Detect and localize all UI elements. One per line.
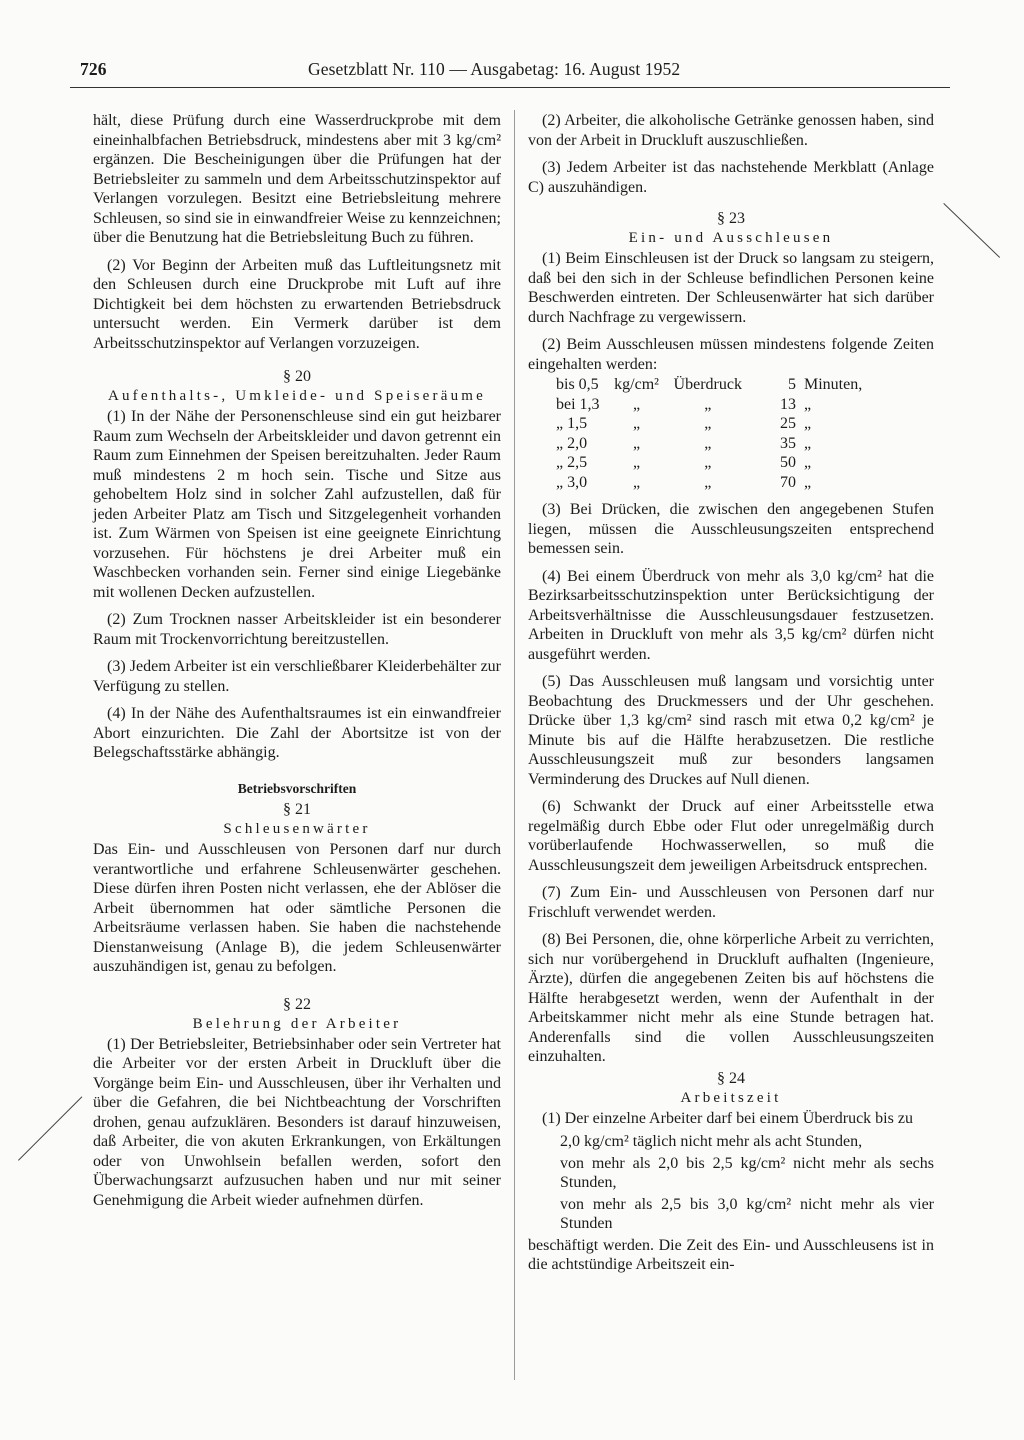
decompression-times-table [552,375,866,492]
paragraph: (1) Der einzelne Arbeiter darf bei einem Überdruck bis zu [542,1109,913,1127]
section-number: § 22 [283,995,311,1013]
paragraph: Das Ein- und Ausschleusen von Personen darf nur durch verantwortliche und erfahrene Schleusenwärter geschehen. Diese dürfen ihren Posten nicht verlassen, ehe der Ablöser die Arbeit übernommen hat oder sämtliche Personen die Arbeitsräume verlassen haben. Sie haben die nachstehende Dienstanweisung (Anlage B), die jedem Schleusenwärter auszuhändigen ist, genau zu befolgen. [93,841,501,975]
section-title: Arbeitszeit [680,1089,782,1106]
table-cell: 50 [779,454,796,471]
table-cell: „ [803,454,812,471]
table-cell: „ [632,415,641,432]
paragraph: (1) Der Betriebsleiter, Betriebsinhaber oder sein Vertreter hat die Arbeiter vor der ersten Arbeit in Druckluft über die Vorgänge beim Ein- und Ausschleusen, über ihr Verhalten und über die Gefahren, die bei Nichtbeachtung der Vorschriften drohen, genau aufzuklären. Besonders ist darauf hinzuweisen, daß Arbeiter, die von akuten Erkrankungen, von Erkältungen oder von Unwohlsein befallen werden, sofort den Überwachungsarzt aufzusuchen haben und nur mit seiner Genehmigung die Arbeit wieder aufnehmen dürfen. [93,1035,501,1209]
table-cell: „ [632,454,641,471]
table-cell: „ [803,473,812,491]
left-column [93,111,501,1218]
table-cell: „ [632,434,641,452]
section-title: Aufenthalts-, Umkleide- und Speiseräume [107,388,487,404]
paragraph: (7) Zum Ein- und Ausschleusen von Personen darf nur Frischluft verwendet werden. [528,884,934,921]
table-cell: Überdruck [673,376,742,393]
paragraph: (2) Vor Beginn der Arbeiten muß das Luftleitungsnetz mit den Schleusen durch eine Druckprobe mit Luft auf ihre Dichtigkeit bei dem höchsten zu erwartenden Betriebsdruck untersucht werden. Ein Vermerk darüber ist dem Arbeitsschutzinspektor auf Verlangen vorzuzeigen. [93,256,501,352]
list-item: von mehr als 2,5 bis 3,0 kg/cm² nicht mehr als vier Stunden [560,1195,934,1232]
table-cell: „ [704,395,712,413]
table-cell: „ [704,434,712,452]
table-cell: „ [803,415,812,432]
section-number: § 20 [283,368,311,385]
table-row [552,453,866,473]
header-rule [70,87,950,88]
section-number: § 24 [717,1069,745,1087]
paragraph: (4) Bei einem Überdruck von mehr als 3,0 kg/cm² hat die Bezirksarbeitsschutzinspektion unter Berücksichtigung der Arbeitsverhältnisse die Ausschleusungsdauer festzusetzen. Arbeiten in Druckluft von mehr als 3,5 kg/cm² dürfen nicht ausgeführt werden. [528,567,934,663]
section-title: Belehrung der Arbeiter [192,1015,402,1032]
table-cell: 35 [779,434,796,452]
table-cell: Minuten, [803,376,863,393]
paragraph: (1) In der Nähe der Personenschleuse sind ein gut heizbarer Raum zum Wechseln der Arbeitskleider und davon getrennt ein Raum zum Einnehmen der Speisen bereitzuhalten. Jeder Raum muß mindestens 2 m hoch sein. Tische und Sitze aus gehobeltem Holz sind in solcher Zahl aufzustellen, daß für jeden Arbeiter Platz am Tisch und Sitzgelegenheit vorhanden ist. Zum Wärmen von Speisen ist eine geeignete Einrichtung vorzusehen. Für höchstens je drei Arbeiter muß ein Waschbecken vorhanden sein. Ferner sind einige Liegebänke mit wollenen Decken aufzustellen. [93,408,501,601]
section-number: § 23 [717,210,745,227]
section-title: Ein- und Ausschleusen [628,230,834,246]
section-title: Schleusenwärter [223,821,371,837]
table-cell: 25 [779,415,796,432]
paragraph: (3) Jedem Arbeiter ist ein verschließbarer Kleiderbehälter zur Verfügung zu stellen. [93,658,501,695]
table-row [552,375,866,395]
paragraph: (3) Bei Drücken, die zwischen den angegebenen Stufen liegen, müssen die Ausschleusungszeiten entsprechend bemessen sein. [528,501,934,557]
paragraph: (2) Beim Ausschleusen müssen mindestens folgende Zeiten eingehalten werden: [528,336,934,373]
table-cell: „ 1,5 [556,415,588,432]
column-divider [514,110,515,1380]
table-cell: 5 [787,376,796,393]
paragraph: (2) Arbeiter, die alkoholische Getränke genossen haben, sind von der Arbeit in Druckluft auszuschließen. [528,112,934,149]
table-cell: bis 0,5 [556,376,599,393]
paragraph: (2) Zum Trocknen nasser Arbeitskleider ist ein besonderer Raum mit Trockenvorrichtung bereitzustellen. [93,611,501,648]
table-cell: „ [632,395,641,413]
page-header [70,57,950,85]
paragraph: (8) Bei Personen, die, ohne körperliche Arbeit zu verrichten, sich nur vorübergehend in Druckluft aufhalten (Ingenieure, Ärzte), dürfen die angegebenen Zeiten bis auf höchstens die Hälfte herabgesetzt werden, wenn der Aufenthalt in der Arbeitskammer nicht mehr als eine Stunde betragen hat. Anderenfalls sind die vollen Ausschleusungszeiten einzuhalten. [528,931,934,1065]
paragraph: (4) In der Nähe des Aufenthaltsraumes ist ein einwandfreier Abort einzurichten. Die Zahl der Abortsitze ist von der Belegschaftsstärke abhängig. [93,705,501,761]
table-cell: „ [803,434,812,452]
right-column [528,111,934,1283]
table-cell: „ 2,0 [556,434,588,452]
page-number: 726 [80,59,107,79]
table-row [552,434,866,454]
paragraph: (1) Beim Einschleusen ist der Druck so langsam zu steigern, daß bei den sich in der Schleuse befindlichen Personen keine Beschwerden eintreten. Der Schleusenwärter hat sich darüber durch Nachfrage zu vergewissern. [528,250,934,326]
table-cell: „ 2,5 [556,454,588,471]
table-cell: 70 [779,473,796,491]
paragraph: beschäftigt werden. Die Zeit des Ein- und Ausschleusens ist in die achtstündige Arbeitszeit ein- [528,1236,934,1273]
paragraph: hält, diese Prüfung durch eine Wasserdruckprobe mit dem eineinhalbfachen Betriebsdruck, mindestens aber mit 3 kg/cm² ergänzen. Die Bescheinigungen über die Prüfungen hat der Betriebsleiter zu sammeln und dem Arbeitsschutzinspektor auf Verlangen vorzulegen. Besitzt eine Betriebsleitung mehrere Schleusen, so sind sie in einwandfreier Weise zu kennzeichnen; über die Benutzung hat die Betriebsleitung Buch zu führen. [93,112,501,246]
table-cell: „ [704,454,712,471]
list-item: von mehr als 2,0 bis 2,5 kg/cm² nicht mehr als sechs Stunden, [560,1154,934,1191]
table-row [552,395,866,415]
table-cell: bei 1,3 [556,395,600,413]
table-cell: kg/cm² [614,376,659,393]
table-cell: „ [803,395,812,413]
margin-mark [18,1096,82,1160]
paragraph: (6) Schwankt der Druck auf einer Arbeitsstelle etwa regelmäßig durch Ebbe oder Flut oder unregelmäßig durch vorüberlaufende Hochwasserwellen, so muß die Ausschleusungszeit dem jeweiligen Arbeitsdruck entsprechen. [528,798,934,874]
table-row [552,473,866,493]
margin-mark [943,203,1000,258]
table-cell: „ [704,473,712,491]
table-row [552,414,866,434]
subheading: Betriebsvorschriften [237,780,357,796]
paragraph: (3) Jedem Arbeiter ist das nachstehende Merkblatt (Anlage C) auszuhändigen. [528,159,934,196]
table-cell: „ [704,415,712,432]
table-cell: „ 3,0 [556,473,588,491]
table-cell: 13 [779,395,796,413]
section-number: § 21 [283,801,311,818]
header-title: Gesetzblatt Nr. 110 — Ausgabetag: 16. August 1952 [308,59,681,79]
list-item: 2,0 kg/cm² täglich nicht mehr als acht Stunden, [560,1133,863,1150]
paragraph: (5) Das Ausschleusen muß langsam und vorsichtig unter Beobachtung des Druckmessers und der Uhr geschehen. Drücke über 1,3 kg/cm² sind rasch mit etwa 0,2 kg/cm² je Minute bis auf die Hälfte herabzusetzen. Die restliche Ausschleusungszeit muß zur besonders langsamen Verminderung des Druckes auf Null dienen. [528,673,934,788]
table-cell: „ [632,473,641,491]
